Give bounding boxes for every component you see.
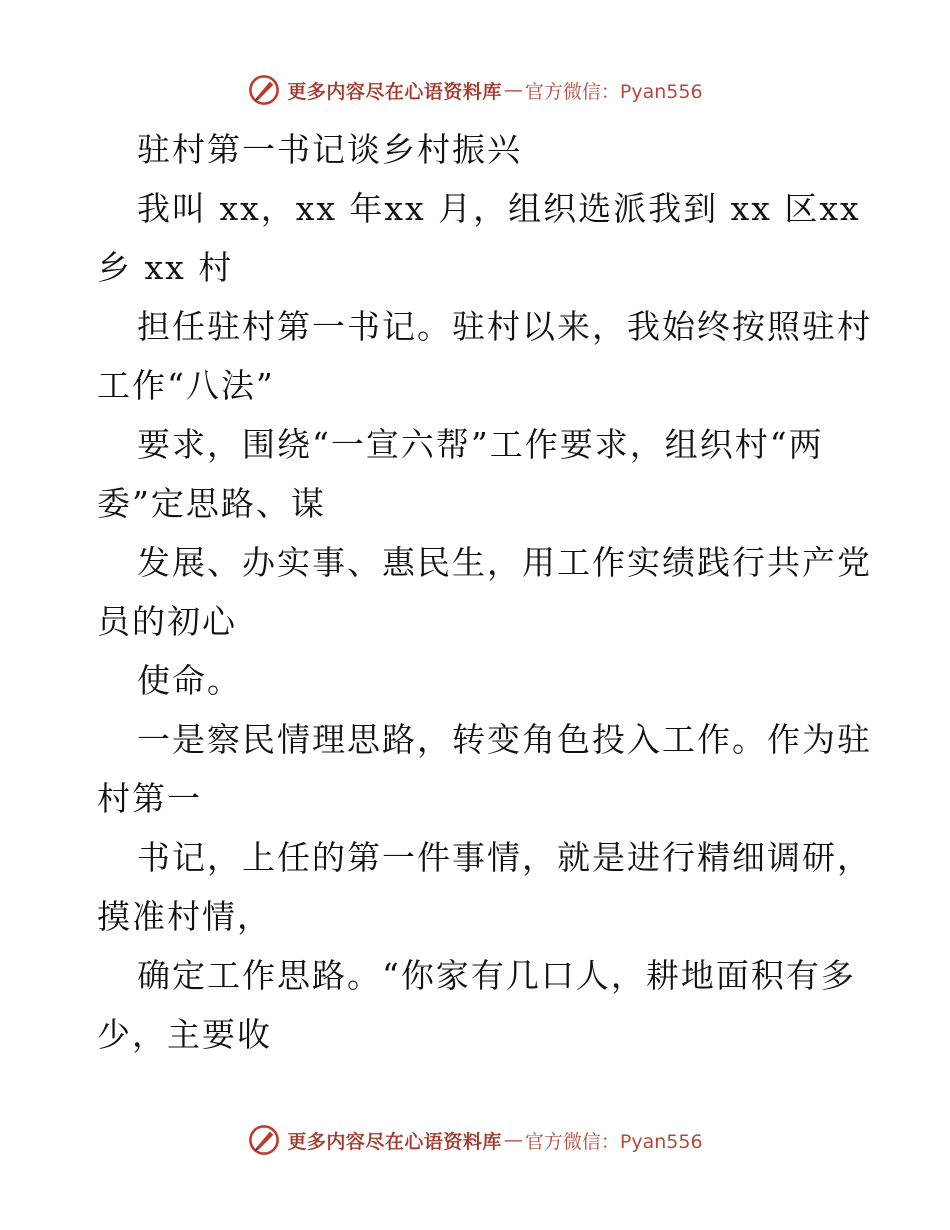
doc-line: 乡 xx 村 (97, 248, 234, 287)
banner-wechat-text: 官方微信：Pyan556 (524, 80, 703, 103)
doc-line: 要求，围绕“一宣六帮”工作要求，组织村“两 (137, 425, 824, 464)
doc-line: 委”定思路、谋 (97, 484, 326, 523)
doc-line: 书记，上任的第一件事情，就是进行精细调研， (137, 838, 872, 877)
header-banner (0, 70, 950, 110)
doc-line: 确定工作思路。“你家有几口人，耕地面积有多 (137, 956, 856, 995)
banner-dash: — (503, 1129, 523, 1151)
quill-pen-logo-icon (247, 73, 281, 107)
footer-banner (0, 1120, 950, 1160)
document-body (97, 120, 872, 1064)
quill-pen-logo-icon (247, 1123, 281, 1157)
doc-line: 使命。 (137, 661, 242, 700)
doc-line: 我叫 xx，xx 年xx 月，组织选派我到 xx 区xx (137, 189, 861, 228)
doc-line: 一是察民情理思路，转变角色投入工作。作为驻 (137, 720, 872, 759)
doc-line: 摸准村情， (97, 897, 272, 936)
banner-wechat-text: 官方微信：Pyan556 (524, 1130, 703, 1153)
doc-line: 村第一 (97, 779, 202, 818)
doc-line: 工作“八法” (97, 366, 275, 405)
doc-line: 发展、办实事、惠民生，用工作实绩践行共产党 (137, 543, 872, 582)
banner-dash: — (503, 79, 523, 101)
banner-main-text: 更多内容尽在心语资料库 (287, 80, 502, 103)
doc-line: 担任驻村第一书记。驻村以来，我始终按照驻村 (137, 307, 872, 346)
banner-main-text: 更多内容尽在心语资料库 (287, 1130, 502, 1153)
doc-line: 少，主要收 (97, 1015, 272, 1054)
doc-line: 员的初心 (97, 602, 237, 641)
doc-title: 驻村第一书记谈乡村振兴 (137, 130, 522, 169)
